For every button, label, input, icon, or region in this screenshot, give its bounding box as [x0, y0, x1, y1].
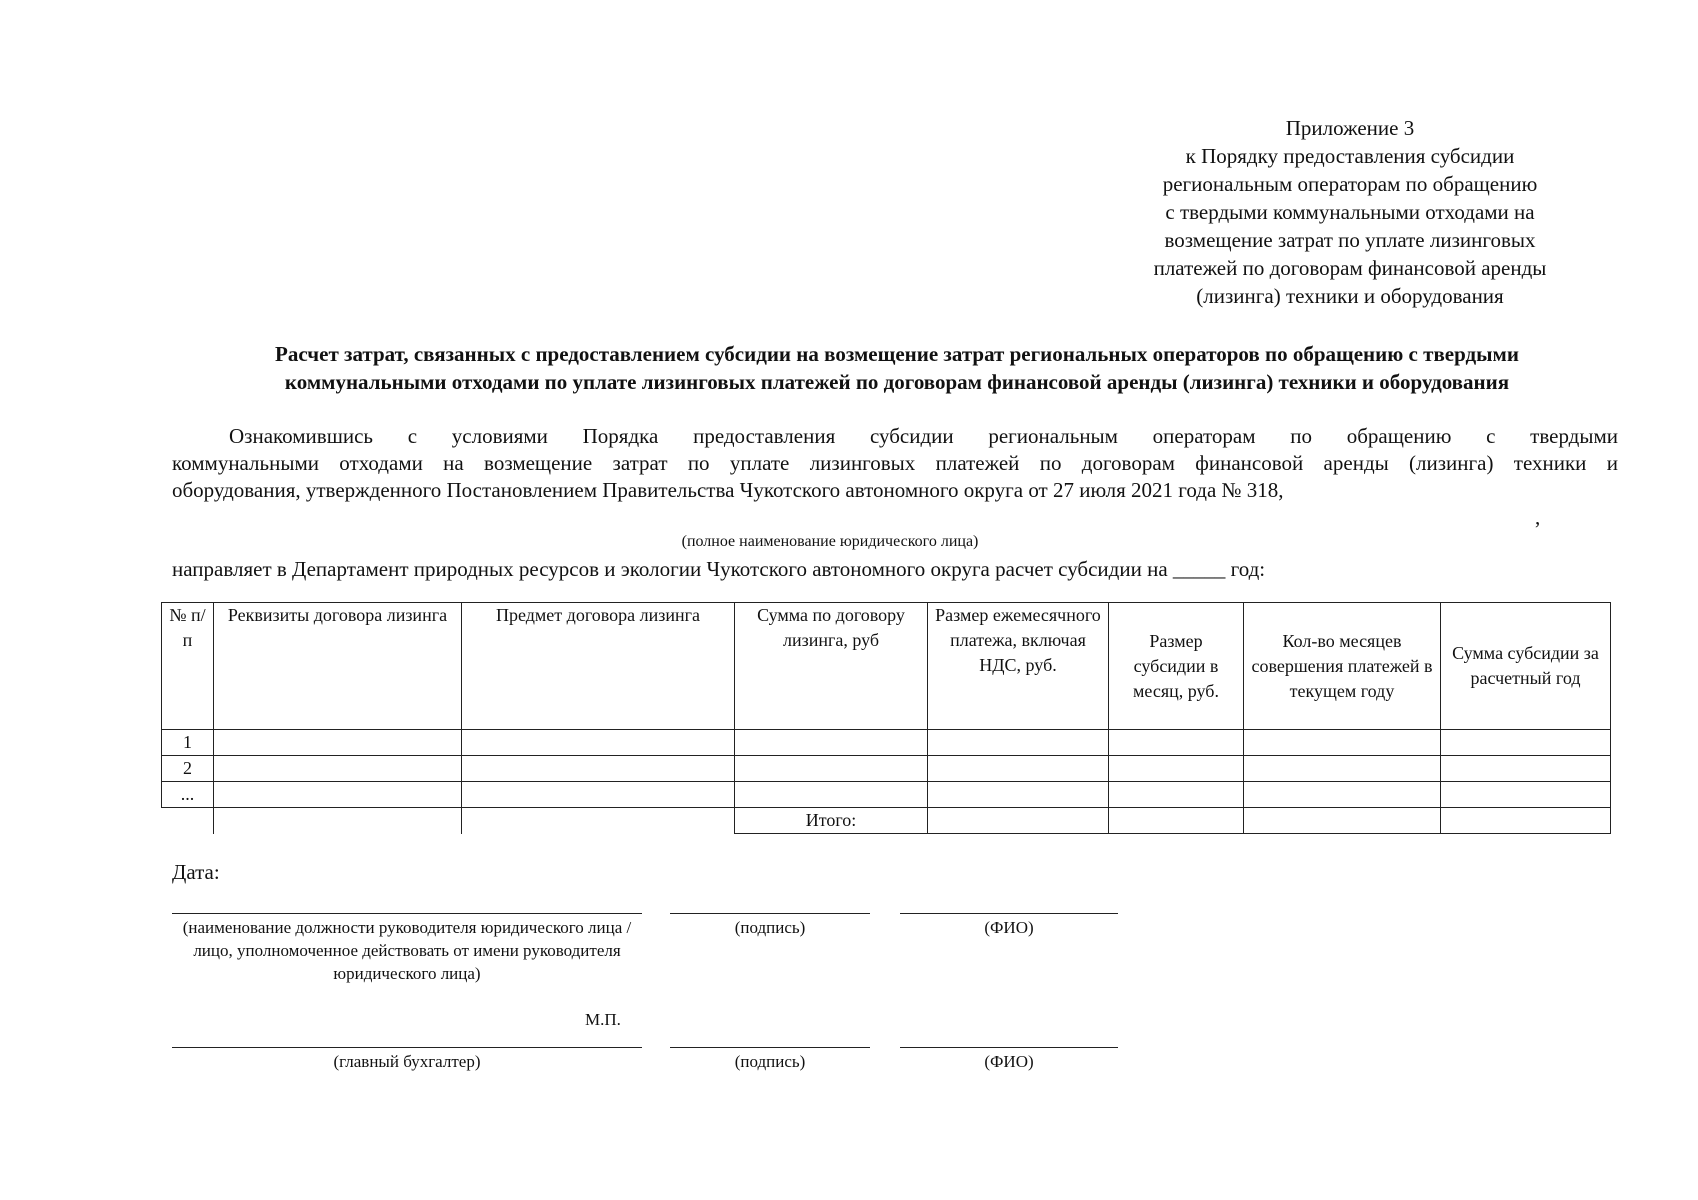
table-header-row — [162, 603, 1611, 730]
total-cell[interactable] — [1244, 808, 1441, 834]
row-number-cell: 2 — [162, 756, 214, 782]
total-blank-cell — [162, 808, 214, 834]
accountant-signature-caption: (подпись) — [734, 1052, 806, 1071]
head-signature-caption: (подпись) — [734, 918, 806, 937]
table-cell[interactable] — [1244, 756, 1441, 782]
total-cell[interactable] — [1109, 808, 1244, 834]
head-signature-line[interactable] — [670, 913, 870, 914]
appendix-line: с твердыми коммунальными отходами на — [1165, 200, 1535, 224]
accountant-fio-line[interactable] — [900, 1047, 1118, 1048]
table-cell[interactable] — [735, 730, 928, 756]
table-cell[interactable] — [1109, 730, 1244, 756]
table-cell[interactable] — [1441, 730, 1611, 756]
table-cell[interactable] — [735, 782, 928, 808]
intro-paragraph — [172, 423, 1618, 504]
intro-line: оборудования, утвержденного Постановлением Правительства Чукотского автономного округа от 27 июля 2021 года № 318, — [172, 478, 1284, 502]
total-blank-cell — [462, 808, 735, 834]
row-number-cell: ... — [162, 782, 214, 808]
table-cell[interactable] — [1244, 782, 1441, 808]
table-cell[interactable] — [462, 730, 735, 756]
table-cell[interactable] — [928, 756, 1109, 782]
accountant-fio-caption: (ФИО) — [984, 1052, 1034, 1071]
table-cell[interactable] — [928, 782, 1109, 808]
header-cell-contract-details: Реквизиты договора лизинга — [214, 603, 462, 730]
header-cell-monthly-payment: Размер ежемесячного платежа, включая НДС, руб. — [928, 603, 1109, 730]
head-fio-line[interactable] — [900, 913, 1118, 914]
head-fio-caption: (ФИО) — [984, 918, 1034, 937]
header-cell-months-count: Кол-во месяцев совершения платежей в текущем году — [1244, 603, 1441, 730]
table-cell[interactable] — [214, 730, 462, 756]
head-position-caption: (наименование должности руководителя юридического лица / лицо, уполномоченное действовать от имени руководителя юридического лица) — [182, 918, 632, 983]
entity-name-caption: (полное наименование юридического лица) — [681, 533, 979, 550]
table-cell[interactable] — [1109, 782, 1244, 808]
appendix-line: Приложение 3 — [1285, 116, 1415, 140]
head-position-line[interactable] — [172, 913, 642, 914]
table-cell[interactable] — [1109, 756, 1244, 782]
document-title — [172, 340, 1622, 396]
table-row — [162, 730, 1611, 756]
accountant-line[interactable] — [172, 1047, 642, 1048]
accountant-caption: (главный бухгалтер) — [333, 1052, 481, 1071]
title-line: Расчет затрат, связанных с предоставлением субсидии на возмещение затрат региональных операторов по обращению с твердыми — [275, 342, 1519, 366]
appendix-line: платежей по договорам финансовой аренды — [1153, 256, 1547, 280]
appendix-line: (лизинга) техники и оборудования — [1196, 284, 1504, 308]
total-cell[interactable] — [1441, 808, 1611, 834]
title-line: коммунальными отходами по уплате лизинговых платежей по договорам финансовой аренды (лизинга) техники и оборудования — [284, 370, 1510, 394]
header-cell-contract-sum: Сумма по договору лизинга, руб — [735, 603, 928, 730]
direct-statement: направляет в Департамент природных ресурсов и экологии Чукотского автономного округа расчет субсидии на _____ год: — [172, 557, 1266, 581]
appendix-line: возмещение затрат по уплате лизинговых — [1164, 228, 1536, 252]
table-cell[interactable] — [214, 782, 462, 808]
appendix-block — [1110, 114, 1590, 310]
appendix-line: к Порядку предоставления субсидии — [1185, 144, 1515, 168]
total-row — [162, 808, 1611, 834]
intro-line: Ознакомившись с условиями Порядка предоставления субсидии региональным операторам по обращению с твердыми — [229, 424, 1618, 448]
entity-name-field-end: , — [1535, 505, 1541, 529]
header-cell-contract-subject: Предмет договора лизинга — [462, 603, 735, 730]
table-cell[interactable] — [214, 756, 462, 782]
intro-line: коммунальными отходами на возмещение затрат по уплате лизинговых платежей по договорам финансовой аренды (лизинга) техники и — [172, 451, 1618, 475]
table-cell[interactable] — [928, 730, 1109, 756]
table-cell[interactable] — [462, 756, 735, 782]
header-cell-monthly-subsidy: Размер субсидии в месяц, руб. — [1109, 603, 1244, 730]
date-label: Дата: — [172, 860, 220, 884]
total-blank-cell — [214, 808, 462, 834]
accountant-signature-line[interactable] — [670, 1047, 870, 1048]
table-cell[interactable] — [1244, 730, 1441, 756]
table-cell[interactable] — [735, 756, 928, 782]
table-cell[interactable] — [1441, 782, 1611, 808]
table-cell[interactable] — [462, 782, 735, 808]
total-cell[interactable] — [928, 808, 1109, 834]
table-cell[interactable] — [1441, 756, 1611, 782]
stamp-place: М.П. — [585, 1010, 621, 1029]
row-number-cell: 1 — [162, 730, 214, 756]
subsidy-calculation-table — [161, 602, 1611, 834]
header-cell-number: № п/п — [162, 603, 214, 730]
table-row — [162, 782, 1611, 808]
total-label: Итого: — [735, 808, 928, 834]
appendix-line: региональным операторам по обращению — [1162, 172, 1538, 196]
table-row — [162, 756, 1611, 782]
header-cell-annual-subsidy: Сумма субсидии за расчетный год — [1441, 603, 1611, 730]
